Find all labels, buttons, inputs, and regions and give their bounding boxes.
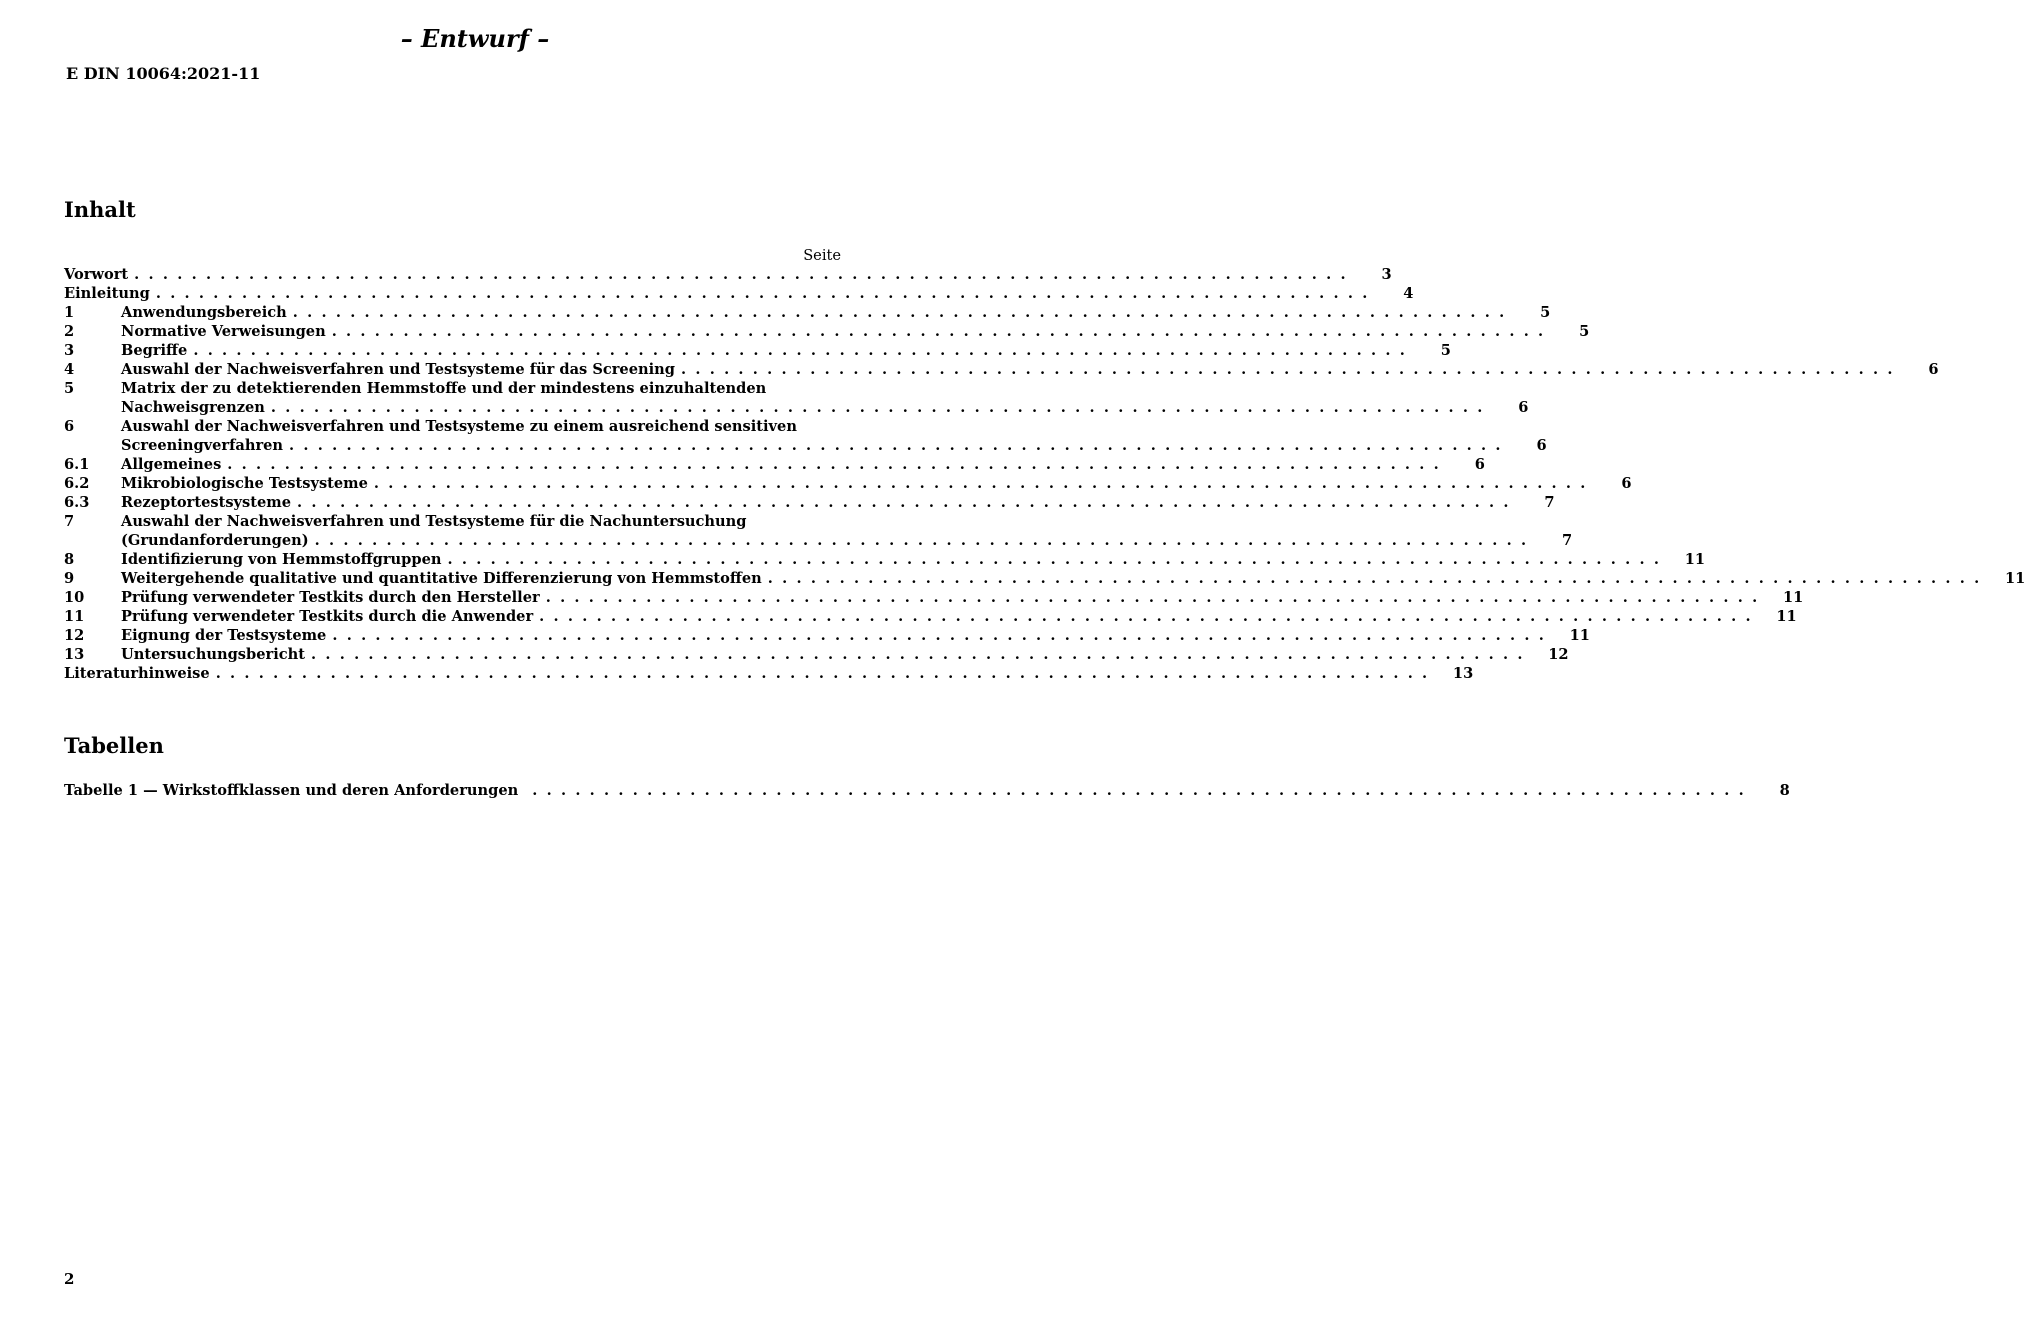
toc-entry[interactable]: [64, 417, 1547, 455]
toc-entry-line: [64, 645, 1569, 664]
toc-entry-page: 5: [1540, 304, 1551, 321]
toc-entry-title: Einleitung: [64, 285, 150, 302]
toc-entry-page: 4: [1403, 285, 1414, 302]
toc-entry[interactable]: [64, 645, 1569, 664]
toc-dot-leader: [221, 455, 1441, 474]
toc-entry[interactable]: [64, 379, 1529, 417]
toc-entry-line: [64, 417, 841, 436]
toc-entry-page: 11: [1684, 551, 1706, 568]
toc-entry-page: 6: [1474, 456, 1485, 473]
toc-entry-page: 11: [2005, 570, 2025, 587]
toc-entry[interactable]: [64, 474, 1632, 493]
toc-entry-title: Allgemeines: [121, 456, 222, 473]
toc-entry-title: Begriffe: [121, 342, 188, 359]
toc-entry[interactable]: [64, 626, 1590, 645]
toc-entry-number: 8: [64, 551, 75, 568]
toc-entry-line: [64, 626, 1590, 645]
toc-entry[interactable]: [64, 360, 1939, 379]
toc-entry-number: 6.1: [64, 456, 90, 473]
toc-entry-page: 6: [1518, 399, 1529, 416]
toc-entry-title: Nachweisgrenzen: [121, 399, 265, 416]
toc-entry-number: 6.2: [64, 475, 90, 492]
toc-dot-leader: [187, 341, 1407, 360]
toc-entry-line: [64, 455, 1485, 474]
toc-entry-page: 11: [1782, 589, 1804, 606]
toc-dot-leader: [533, 607, 1753, 626]
toc-entry-line: [64, 284, 1414, 303]
page-number: 2: [64, 1270, 75, 1288]
toc-entry-title: Weitergehende qualitative und quantitative Differenzierung von Hemmstoffen: [121, 570, 762, 587]
toc-entry-line: [64, 322, 1590, 341]
toc-entry-line: [64, 531, 1573, 550]
toc-dot-leader: [150, 284, 1370, 303]
toc-entry-number: 11: [64, 608, 85, 625]
table-of-contents: [64, 246, 2025, 683]
toc-entry-line: [64, 607, 1797, 626]
toc-entry-title: Prüfung verwendeter Testkits durch die Anwender: [121, 608, 534, 625]
toc-entry-line: [64, 398, 1529, 417]
toc-entry-page: 6: [1536, 437, 1547, 454]
toc-entry-title: (Grundanforderungen): [121, 532, 309, 549]
toc-entry-line: [64, 664, 1474, 683]
toc-entry-number: 12: [64, 627, 85, 644]
toc-dot-leader: [326, 626, 1546, 645]
toc-entry-page: 12: [1548, 646, 1569, 663]
toc-entry-line: [64, 341, 1451, 360]
toc-entry-title: Mikrobiologische Testsysteme: [121, 475, 368, 492]
toc-entry-number: 2: [64, 323, 75, 340]
toc-entry-title: Screeningverfahren: [121, 437, 284, 454]
toc-entry-number: 5: [64, 380, 75, 397]
toc-entry[interactable]: [64, 493, 1555, 512]
table-dot-leader: [518, 781, 1746, 800]
toc-entry-page: 7: [1544, 494, 1555, 511]
toc-entry[interactable]: [64, 550, 1706, 569]
table-entry-line: [64, 781, 1790, 800]
toc-entry[interactable]: [64, 265, 1392, 284]
toc-entry-number: 3: [64, 342, 75, 359]
toc-entry[interactable]: [64, 341, 1451, 360]
toc-entry-number: 9: [64, 570, 75, 587]
toc-entry-page: 11: [1776, 608, 1797, 625]
toc-entry[interactable]: [64, 455, 1485, 474]
toc-entry-line: [64, 265, 1392, 284]
toc-entry[interactable]: [64, 569, 2025, 588]
toc-entry-title: Vorwort: [64, 266, 129, 283]
toc-entry-line: [64, 360, 1939, 379]
toc-entry-number: 13: [64, 646, 85, 663]
toc-dot-leader: [368, 474, 1588, 493]
toc-entry-title: Auswahl der Nachweisverfahren und Testsysteme für das Screening: [121, 361, 675, 378]
toc-entry[interactable]: [64, 588, 1804, 607]
table-entry-title: Tabelle 1 — Wirkstoffklassen und deren Anforderungen: [64, 782, 519, 799]
toc-entry-page: 7: [1562, 532, 1573, 549]
toc-entry-line: [64, 588, 1804, 607]
toc-entry-line: [64, 569, 2025, 588]
toc-entry-page: 5: [1579, 323, 1590, 340]
toc-entry-title: Untersuchungsbericht: [121, 646, 305, 663]
toc-entry-line: [64, 474, 1632, 493]
toc-dot-leader: [540, 588, 1760, 607]
toc-dot-leader: [309, 531, 1529, 550]
toc-dot-leader: [305, 645, 1525, 664]
toc-heading: Inhalt: [64, 197, 136, 222]
toc-entry-title: Anwendungsbereich: [121, 304, 287, 321]
table-entries: [64, 781, 1790, 800]
toc-entry-number: 6.3: [64, 494, 90, 511]
toc-entry-title: Matrix der zu detektierenden Hemmstoffe und der mindestens einzuhaltenden: [121, 380, 767, 397]
document-id: E DIN 10064:2021-11: [66, 64, 261, 83]
toc-entry-page: 5: [1440, 342, 1451, 359]
toc-dot-leader: [265, 398, 1485, 417]
toc-dot-leader: [283, 436, 1503, 455]
toc-entry-title: Prüfung verwendeter Testkits durch den Hersteller: [121, 589, 540, 606]
toc-entry[interactable]: [64, 322, 1590, 341]
toc-entry-number: 7: [64, 513, 75, 530]
toc-entry-title: Auswahl der Nachweisverfahren und Testsysteme zu einem ausreichend sensitiven: [121, 418, 797, 435]
toc-entry-line: [64, 436, 1547, 455]
toc-entry[interactable]: [64, 303, 1551, 322]
toc-entry[interactable]: [64, 607, 1797, 626]
toc-entries: [64, 265, 2025, 683]
toc-entry-number: 1: [64, 304, 75, 321]
toc-entry-number: 10: [64, 589, 85, 606]
toc-dot-leader: [128, 265, 1348, 284]
table-entry-page: 8: [1779, 782, 1790, 799]
toc-entry-page: 11: [1569, 627, 1590, 644]
tables-heading: Tabellen: [64, 733, 164, 758]
toc-entry-page: 13: [1452, 665, 1474, 682]
toc-entry-line: [64, 512, 841, 531]
toc-dot-leader: [441, 550, 1661, 569]
toc-entry-line: [64, 303, 1551, 322]
toc-entry-title: Rezeptortestsysteme: [121, 494, 292, 511]
list-of-tables: [64, 781, 1790, 800]
toc-dot-leader: [762, 569, 1982, 588]
draft-watermark: – Entwurf –: [400, 24, 550, 53]
toc-entry-title: Literaturhinweise: [64, 665, 210, 682]
toc-entry-title: Normative Verweisungen: [121, 323, 326, 340]
page-column-label: Seite: [803, 247, 841, 264]
toc-entry-page: 6: [1928, 361, 1939, 378]
toc-entry-number: 4: [64, 361, 75, 378]
toc-entry[interactable]: [64, 512, 1573, 550]
toc-entry-title: Auswahl der Nachweisverfahren und Testsysteme für die Nachuntersuchung: [121, 513, 747, 530]
toc-dot-leader: [210, 664, 1430, 683]
toc-entry-line: [64, 493, 1555, 512]
toc-entry-title: Identifizierung von Hemmstoffgruppen: [121, 551, 442, 568]
toc-dot-leader: [287, 303, 1507, 322]
toc-entry[interactable]: [64, 284, 1414, 303]
toc-entry-line: [64, 379, 841, 398]
toc-entry[interactable]: [64, 664, 1474, 683]
toc-entry-page: 6: [1621, 475, 1632, 492]
toc-dot-leader: [326, 322, 1546, 341]
toc-entry-page: 3: [1381, 266, 1392, 283]
toc-entry-number: 6: [64, 418, 75, 435]
toc-entry-line: [64, 550, 1706, 569]
toc-dot-leader: [291, 493, 1511, 512]
toc-entry-title: Eignung der Testsysteme: [121, 627, 327, 644]
table-entry[interactable]: [64, 781, 1790, 800]
toc-dot-leader: [675, 360, 1895, 379]
